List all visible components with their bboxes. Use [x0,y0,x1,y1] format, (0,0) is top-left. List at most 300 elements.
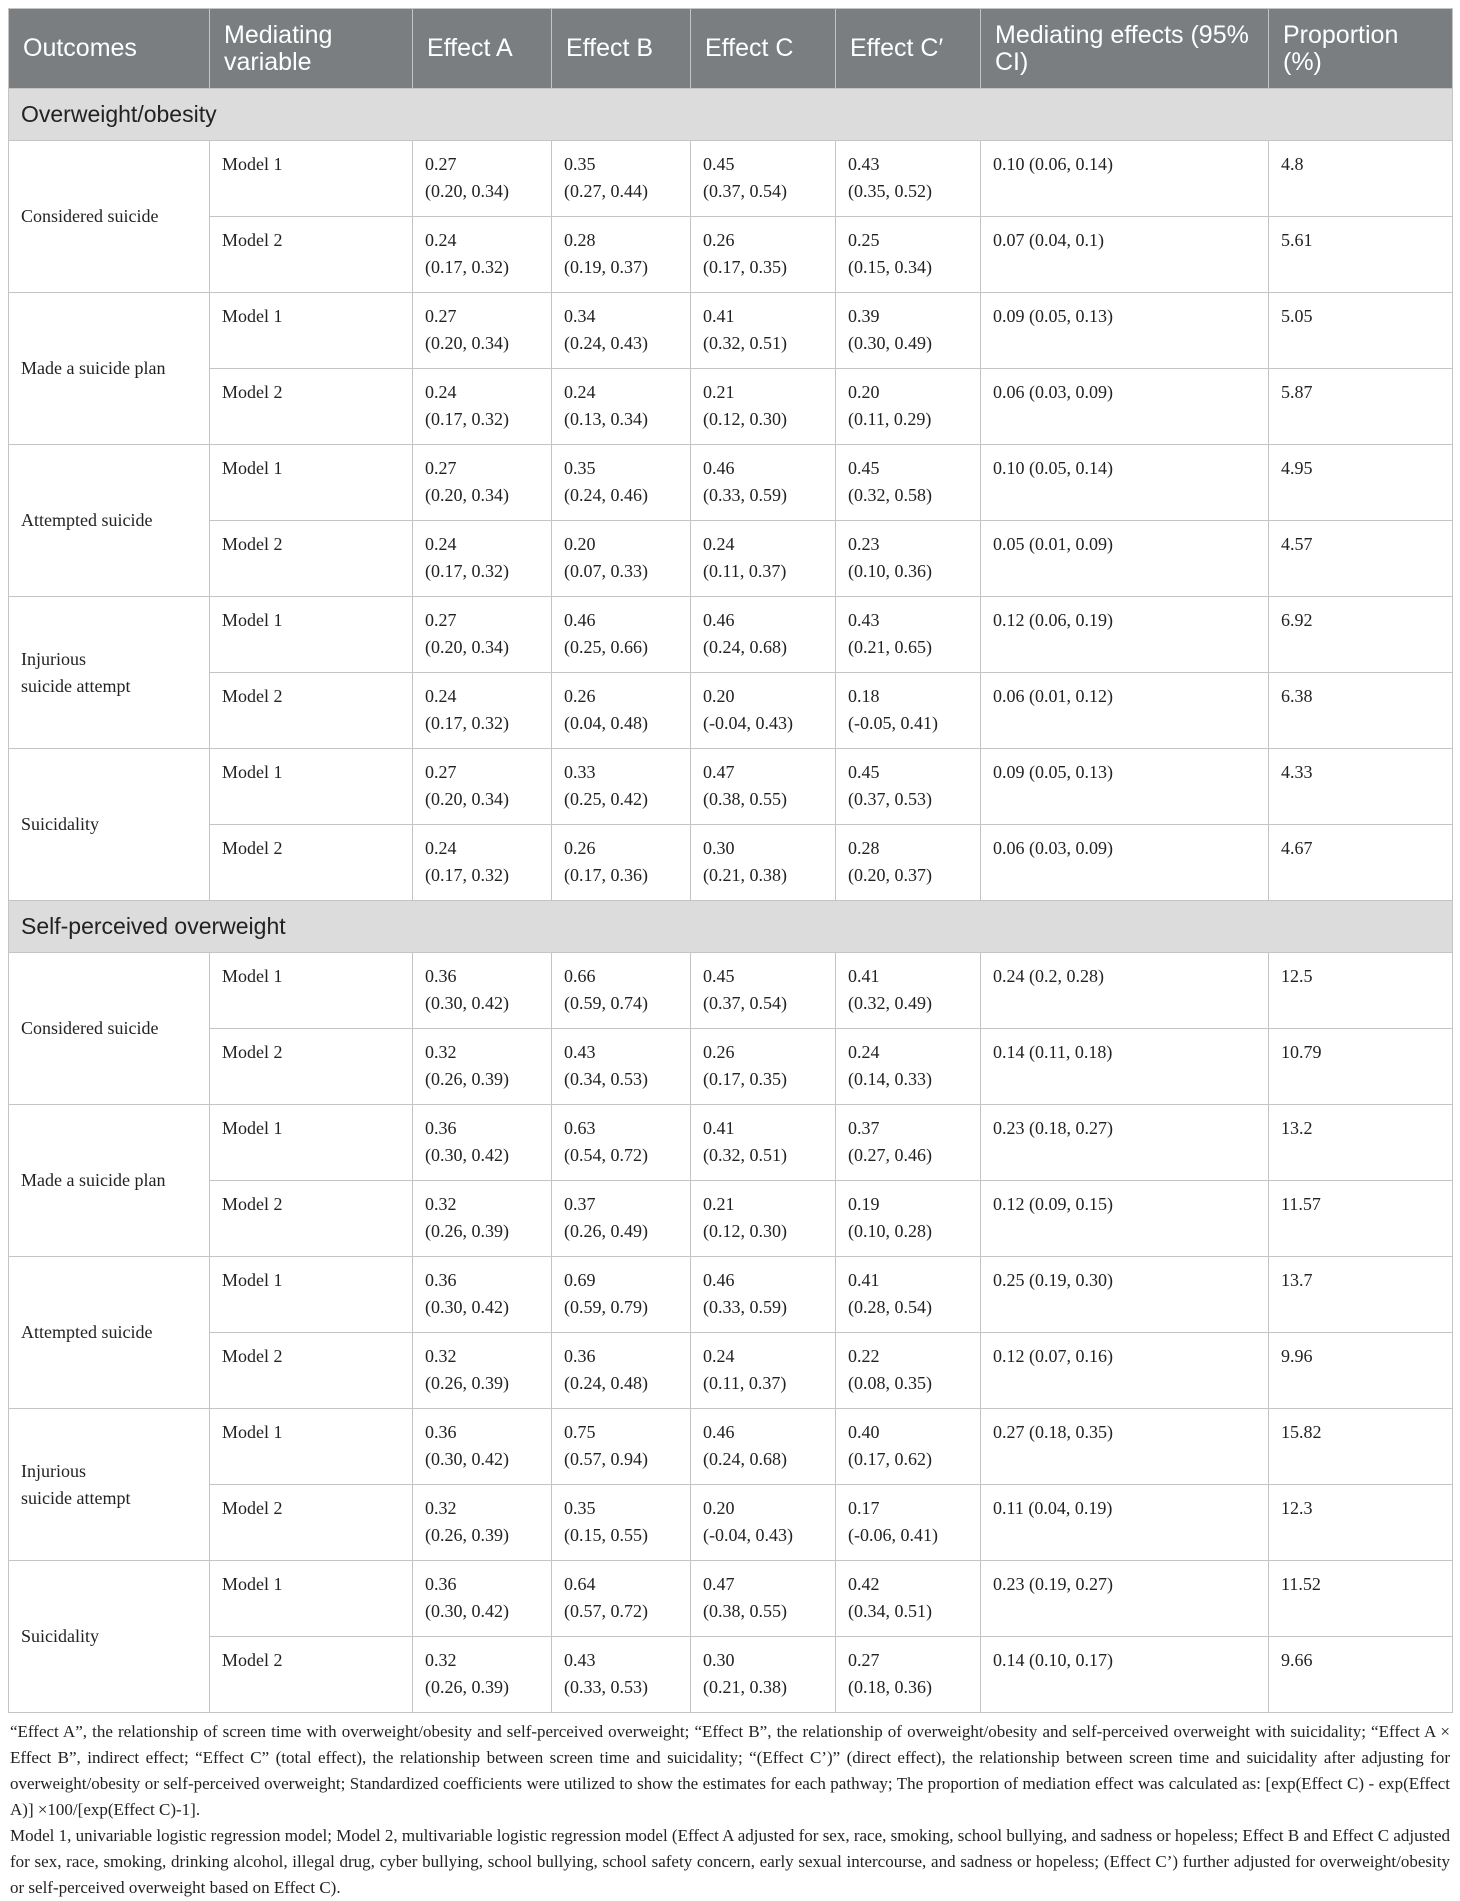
effect-c-prime-cell [836,369,981,445]
outcome-cell [9,1409,210,1561]
model-cell: Model 1 [210,1409,413,1485]
outcome-cell [9,953,210,1105]
effect-c-ci: (0.12, 0.30) [703,409,787,429]
outcome-cell [9,445,210,597]
outcome-label: Suicidality [21,1626,99,1646]
effect-c-prime-cell [836,1029,981,1105]
effect-c-prime-cell [836,1485,981,1561]
table-row [9,1181,1453,1257]
effect-a-ci: (0.17, 0.32) [425,713,509,733]
proportion-cell: 4.8 [1269,141,1453,217]
effect-c-prime-ci: (-0.05, 0.41) [848,713,938,733]
effect-c-prime-cell [836,217,981,293]
effect-a-ci: (0.30, 0.42) [425,1601,509,1621]
effect-c-cell [691,141,836,217]
effect-c-prime-value: 0.28 [848,838,880,858]
effect-b-ci: (0.04, 0.48) [564,713,648,733]
model-cell: Model 2 [210,369,413,445]
effect-c-prime-value: 0.42 [848,1574,880,1594]
effect-c-prime-ci: (0.30, 0.49) [848,333,932,353]
mediating-effect-cell: 0.10 (0.06, 0.14) [981,141,1269,217]
effect-a-value: 0.27 [425,306,457,326]
effect-c-prime-ci: (0.11, 0.29) [848,409,932,429]
table-footnotes [10,1719,1450,1901]
effect-a-cell [413,293,552,369]
effect-a-ci: (0.26, 0.39) [425,1373,509,1393]
section-row [9,901,1453,953]
effect-a-value: 0.24 [425,686,457,706]
proportion-cell: 9.66 [1269,1637,1453,1713]
header-outcomes: Outcomes [9,9,210,89]
effect-b-value: 0.26 [564,838,596,858]
effect-c-prime-cell [836,1637,981,1713]
outcome-cell [9,141,210,293]
mediating-effect-cell: 0.14 (0.10, 0.17) [981,1637,1269,1713]
table-row [9,673,1453,749]
model-cell: Model 1 [210,1257,413,1333]
effect-a-value: 0.36 [425,1118,457,1138]
mediating-effect-cell: 0.10 (0.05, 0.14) [981,445,1269,521]
effect-a-cell [413,749,552,825]
table-row [9,1257,1453,1333]
effect-c-cell [691,1029,836,1105]
effect-c-prime-value: 0.17 [848,1498,880,1518]
effect-b-value: 0.46 [564,610,596,630]
effect-c-value: 0.41 [703,1118,735,1138]
effect-c-prime-ci: (0.10, 0.36) [848,561,932,581]
proportion-cell: 5.61 [1269,217,1453,293]
mediating-effect-cell: 0.12 (0.07, 0.16) [981,1333,1269,1409]
effect-a-value: 0.27 [425,154,457,174]
mediating-effect-cell: 0.09 (0.05, 0.13) [981,749,1269,825]
effect-c-prime-ci: (0.21, 0.65) [848,637,932,657]
table-row [9,1333,1453,1409]
effect-c-prime-ci: (0.20, 0.37) [848,865,932,885]
header-effect-c-prime: Effect C′ [836,9,981,89]
footnote-effects: “Effect A”, the relationship of screen time with overweight/obesity and self-perceived overweight; “Effect B”, the relationship of overweight/obesity and self-perceived overweight with suicidality; “Effect A × Effect B”, indirect effect; “Effect C” (total effect), the relationship between screen time and suicidality; “(Effect C’)” (direct effect), the relationship between screen time and suicidality after adjusting for overweight/obesity or self-perceived overweight; Standardized coefficients were utilized to show the estimates for each pathway; The proportion of mediation effect was calculated as: [exp(Effect C) - exp(Effect A)] ×100/[exp(Effect C)-1]. [10,1722,1450,1819]
effect-c-cell [691,1409,836,1485]
effect-b-value: 0.24 [564,382,596,402]
effect-c-value: 0.20 [703,1498,735,1518]
mediation-table [8,8,1453,1713]
mediating-effect-cell: 0.07 (0.04, 0.1) [981,217,1269,293]
effect-a-value: 0.24 [425,382,457,402]
effect-a-cell [413,369,552,445]
proportion-cell: 4.57 [1269,521,1453,597]
effect-c-value: 0.24 [703,1346,735,1366]
effect-c-ci: (0.24, 0.68) [703,1449,787,1469]
effect-a-ci: (0.30, 0.42) [425,993,509,1013]
effect-c-prime-value: 0.19 [848,1194,880,1214]
effect-b-value: 0.69 [564,1270,596,1290]
effect-b-cell [552,1637,691,1713]
model-cell: Model 2 [210,217,413,293]
effect-c-prime-cell [836,141,981,217]
effect-c-value: 0.46 [703,610,735,630]
effect-a-value: 0.36 [425,1422,457,1442]
effect-b-ci: (0.27, 0.44) [564,181,648,201]
effect-b-cell [552,1257,691,1333]
effect-c-ci: (0.24, 0.68) [703,637,787,657]
outcome-label: Attempted suicide [21,1322,153,1342]
proportion-cell: 4.33 [1269,749,1453,825]
effect-b-cell [552,1485,691,1561]
effect-b-value: 0.33 [564,762,596,782]
effect-a-value: 0.27 [425,762,457,782]
effect-c-value: 0.45 [703,154,735,174]
effect-b-cell [552,293,691,369]
model-cell: Model 2 [210,1181,413,1257]
effect-a-value: 0.36 [425,966,457,986]
effect-a-value: 0.27 [425,458,457,478]
mediating-effect-cell: 0.14 (0.11, 0.18) [981,1029,1269,1105]
outcome-label: Attempted suicide [21,510,153,530]
effect-b-cell [552,445,691,521]
effect-c-prime-value: 0.37 [848,1118,880,1138]
outcome-cell [9,597,210,749]
effect-c-prime-cell [836,1105,981,1181]
effect-c-ci: (0.12, 0.30) [703,1221,787,1241]
effect-c-cell [691,1105,836,1181]
effect-c-prime-cell [836,521,981,597]
effect-c-prime-ci: (0.32, 0.49) [848,993,932,1013]
table-row [9,825,1453,901]
effect-c-prime-cell [836,749,981,825]
effect-c-ci: (0.11, 0.37) [703,561,787,581]
effect-c-cell [691,1485,836,1561]
effect-a-ci: (0.26, 0.39) [425,1677,509,1697]
effect-b-cell [552,673,691,749]
model-cell: Model 2 [210,1029,413,1105]
effect-c-value: 0.41 [703,306,735,326]
effect-c-ci: (-0.04, 0.43) [703,713,793,733]
effect-c-cell [691,1257,836,1333]
effect-a-value: 0.27 [425,610,457,630]
effect-c-value: 0.46 [703,1422,735,1442]
effect-b-ci: (0.24, 0.43) [564,333,648,353]
effect-a-ci: (0.20, 0.34) [425,333,509,353]
effect-c-cell [691,597,836,673]
effect-b-ci: (0.57, 0.94) [564,1449,648,1469]
effect-c-prime-ci: (0.37, 0.53) [848,789,932,809]
effect-c-prime-ci: (0.08, 0.35) [848,1373,932,1393]
effect-c-prime-value: 0.43 [848,154,880,174]
proportion-cell: 11.57 [1269,1181,1453,1257]
effect-b-cell [552,597,691,673]
effect-a-cell [413,445,552,521]
table-row [9,1105,1453,1181]
effect-b-cell [552,1333,691,1409]
effect-b-value: 0.35 [564,458,596,478]
effect-b-value: 0.20 [564,534,596,554]
model-cell: Model 2 [210,1485,413,1561]
mediating-effect-cell: 0.23 (0.19, 0.27) [981,1561,1269,1637]
effect-b-value: 0.43 [564,1650,596,1670]
outcome-label: Made a suicide plan [21,358,166,378]
mediating-effect-cell: 0.25 (0.19, 0.30) [981,1257,1269,1333]
effect-a-value: 0.36 [425,1574,457,1594]
effect-b-cell [552,141,691,217]
effect-b-ci: (0.19, 0.37) [564,257,648,277]
proportion-cell: 6.92 [1269,597,1453,673]
effect-c-prime-cell [836,293,981,369]
effect-b-ci: (0.13, 0.34) [564,409,648,429]
effect-a-value: 0.32 [425,1042,457,1062]
effect-c-prime-value: 0.18 [848,686,880,706]
mediating-effect-cell: 0.06 (0.01, 0.12) [981,673,1269,749]
effect-c-prime-ci: (0.10, 0.28) [848,1221,932,1241]
outcome-label: suicide attempt [21,675,131,696]
effect-a-ci: (0.17, 0.32) [425,409,509,429]
outcome-cell [9,1257,210,1409]
effect-c-prime-cell [836,673,981,749]
effect-c-prime-value: 0.24 [848,1042,880,1062]
effect-c-ci: (0.37, 0.54) [703,993,787,1013]
effect-a-ci: (0.30, 0.42) [425,1297,509,1317]
effect-a-cell [413,1029,552,1105]
mediating-effect-cell: 0.09 (0.05, 0.13) [981,293,1269,369]
table-row [9,1409,1453,1485]
proportion-cell: 12.3 [1269,1485,1453,1561]
effect-a-ci: (0.17, 0.32) [425,257,509,277]
effect-c-cell [691,293,836,369]
effect-a-value: 0.32 [425,1194,457,1214]
effect-c-ci: (0.33, 0.59) [703,485,787,505]
effect-a-value: 0.24 [425,534,457,554]
effect-a-cell [413,953,552,1029]
effect-b-cell [552,369,691,445]
effect-c-cell [691,521,836,597]
effect-a-ci: (0.17, 0.32) [425,561,509,581]
effect-a-value: 0.24 [425,230,457,250]
effect-b-ci: (0.57, 0.72) [564,1601,648,1621]
section-row [9,89,1453,141]
table-row [9,217,1453,293]
effect-c-ci: (0.37, 0.54) [703,181,787,201]
effect-b-ci: (0.59, 0.74) [564,993,648,1013]
effect-c-prime-value: 0.22 [848,1346,880,1366]
effect-c-ci: (0.38, 0.55) [703,789,787,809]
effect-a-ci: (0.26, 0.39) [425,1525,509,1545]
effect-c-prime-cell [836,953,981,1029]
model-cell: Model 1 [210,293,413,369]
effect-c-ci: (0.32, 0.51) [703,1145,787,1165]
effect-a-cell [413,597,552,673]
outcome-label: Injurious [21,648,86,669]
table-row [9,597,1453,673]
effect-c-cell [691,825,836,901]
model-cell: Model 1 [210,1561,413,1637]
effect-a-ci: (0.20, 0.34) [425,181,509,201]
effect-c-ci: (-0.04, 0.43) [703,1525,793,1545]
outcome-label: Injurious [21,1460,86,1481]
table-row [9,1561,1453,1637]
header-effect-a: Effect A [413,9,552,89]
effect-c-value: 0.30 [703,838,735,858]
effect-b-value: 0.66 [564,966,596,986]
effect-c-prime-ci: (0.34, 0.51) [848,1601,932,1621]
effect-a-cell [413,673,552,749]
effect-c-cell [691,953,836,1029]
effect-c-prime-value: 0.40 [848,1422,880,1442]
effect-b-cell [552,953,691,1029]
effect-c-prime-value: 0.23 [848,534,880,554]
effect-c-ci: (0.21, 0.38) [703,1677,787,1697]
mediating-effect-cell: 0.12 (0.06, 0.19) [981,597,1269,673]
model-cell: Model 1 [210,445,413,521]
effect-b-ci: (0.17, 0.36) [564,865,648,885]
effect-b-value: 0.35 [564,154,596,174]
outcome-cell [9,749,210,901]
mediating-effect-cell: 0.12 (0.09, 0.15) [981,1181,1269,1257]
table-row [9,1485,1453,1561]
table-row [9,369,1453,445]
effect-b-value: 0.64 [564,1574,596,1594]
effect-c-prime-ci: (0.14, 0.33) [848,1069,932,1089]
table-row [9,141,1453,217]
effect-c-prime-ci: (0.15, 0.34) [848,257,932,277]
section-title: Self-perceived overweight [9,901,1453,953]
effect-a-ci: (0.20, 0.34) [425,485,509,505]
effect-a-cell [413,1257,552,1333]
effect-c-prime-cell [836,825,981,901]
effect-c-prime-cell [836,1333,981,1409]
effect-c-prime-ci: (0.32, 0.58) [848,485,932,505]
header-effect-b: Effect B [552,9,691,89]
effect-b-cell [552,1409,691,1485]
effect-c-cell [691,217,836,293]
effect-b-cell [552,1029,691,1105]
effect-c-prime-value: 0.41 [848,966,880,986]
effect-a-cell [413,1105,552,1181]
effect-a-ci: (0.26, 0.39) [425,1221,509,1241]
effect-a-value: 0.24 [425,838,457,858]
effect-c-cell [691,749,836,825]
mediating-effect-cell: 0.27 (0.18, 0.35) [981,1409,1269,1485]
effect-b-cell [552,1181,691,1257]
outcome-label: Made a suicide plan [21,1170,166,1190]
proportion-cell: 6.38 [1269,673,1453,749]
effect-c-prime-ci: (0.35, 0.52) [848,181,932,201]
effect-c-prime-value: 0.25 [848,230,880,250]
effect-c-cell [691,445,836,521]
effect-a-cell [413,141,552,217]
effect-c-prime-value: 0.45 [848,458,880,478]
effect-a-cell [413,825,552,901]
effect-c-ci: (0.32, 0.51) [703,333,787,353]
mediating-effect-cell: 0.06 (0.03, 0.09) [981,825,1269,901]
table-row [9,521,1453,597]
effect-c-prime-cell [836,1257,981,1333]
effect-a-value: 0.32 [425,1650,457,1670]
model-cell: Model 1 [210,597,413,673]
effect-b-ci: (0.33, 0.53) [564,1677,648,1697]
effect-b-ci: (0.24, 0.48) [564,1373,648,1393]
proportion-cell: 10.79 [1269,1029,1453,1105]
effect-b-ci: (0.59, 0.79) [564,1297,648,1317]
outcome-cell [9,293,210,445]
effect-b-ci: (0.15, 0.55) [564,1525,648,1545]
outcome-label: Considered suicide [21,1018,159,1038]
mediating-effect-cell: 0.06 (0.03, 0.09) [981,369,1269,445]
proportion-cell: 4.67 [1269,825,1453,901]
effect-c-prime-cell [836,597,981,673]
effect-a-ci: (0.20, 0.34) [425,637,509,657]
model-cell: Model 2 [210,1637,413,1713]
effect-b-ci: (0.54, 0.72) [564,1145,648,1165]
effect-c-prime-ci: (0.28, 0.54) [848,1297,932,1317]
model-cell: Model 2 [210,825,413,901]
table-row [9,749,1453,825]
effect-b-value: 0.28 [564,230,596,250]
effect-c-prime-cell [836,1181,981,1257]
effect-b-ci: (0.25, 0.42) [564,789,648,809]
effect-a-cell [413,521,552,597]
effect-c-ci: (0.11, 0.37) [703,1373,787,1393]
effect-c-value: 0.30 [703,1650,735,1670]
effect-c-value: 0.21 [703,1194,735,1214]
effect-c-cell [691,369,836,445]
effect-b-ci: (0.24, 0.46) [564,485,648,505]
effect-c-ci: (0.33, 0.59) [703,1297,787,1317]
effect-c-ci: (0.17, 0.35) [703,1069,787,1089]
header-mediating-effects: Mediating effects (95% CI) [981,9,1269,89]
effect-a-cell [413,1485,552,1561]
table-row [9,1029,1453,1105]
effect-c-prime-value: 0.20 [848,382,880,402]
model-cell: Model 1 [210,141,413,217]
effect-a-cell [413,1409,552,1485]
effect-b-ci: (0.26, 0.49) [564,1221,648,1241]
effect-a-ci: (0.20, 0.34) [425,789,509,809]
outcome-label: Suicidality [21,814,99,834]
table-container [8,8,1452,1901]
header-mediating-variable: Mediating variable [210,9,413,89]
outcome-label: suicide attempt [21,1487,131,1508]
effect-c-cell [691,1637,836,1713]
effect-c-prime-cell [836,445,981,521]
effect-a-ci: (0.30, 0.42) [425,1145,509,1165]
effect-b-value: 0.63 [564,1118,596,1138]
proportion-cell: 13.7 [1269,1257,1453,1333]
effect-b-value: 0.34 [564,306,596,326]
effect-c-prime-ci: (0.17, 0.62) [848,1449,932,1469]
proportion-cell: 4.95 [1269,445,1453,521]
effect-a-value: 0.32 [425,1498,457,1518]
section-title: Overweight/obesity [9,89,1453,141]
mediating-effect-cell: 0.05 (0.01, 0.09) [981,521,1269,597]
model-cell: Model 2 [210,1333,413,1409]
effect-b-ci: (0.25, 0.66) [564,637,648,657]
effect-c-ci: (0.21, 0.38) [703,865,787,885]
effect-a-ci: (0.17, 0.32) [425,865,509,885]
effect-b-value: 0.43 [564,1042,596,1062]
effect-c-cell [691,1181,836,1257]
effect-a-cell [413,1637,552,1713]
effect-c-value: 0.47 [703,762,735,782]
effect-c-prime-cell [836,1409,981,1485]
outcome-label: Considered suicide [21,206,159,226]
effect-b-cell [552,1105,691,1181]
effect-a-ci: (0.26, 0.39) [425,1069,509,1089]
effect-a-cell [413,1333,552,1409]
outcome-cell [9,1105,210,1257]
proportion-cell: 5.87 [1269,369,1453,445]
effect-b-value: 0.75 [564,1422,596,1442]
table-row [9,445,1453,521]
effect-b-cell [552,1561,691,1637]
effect-c-cell [691,673,836,749]
